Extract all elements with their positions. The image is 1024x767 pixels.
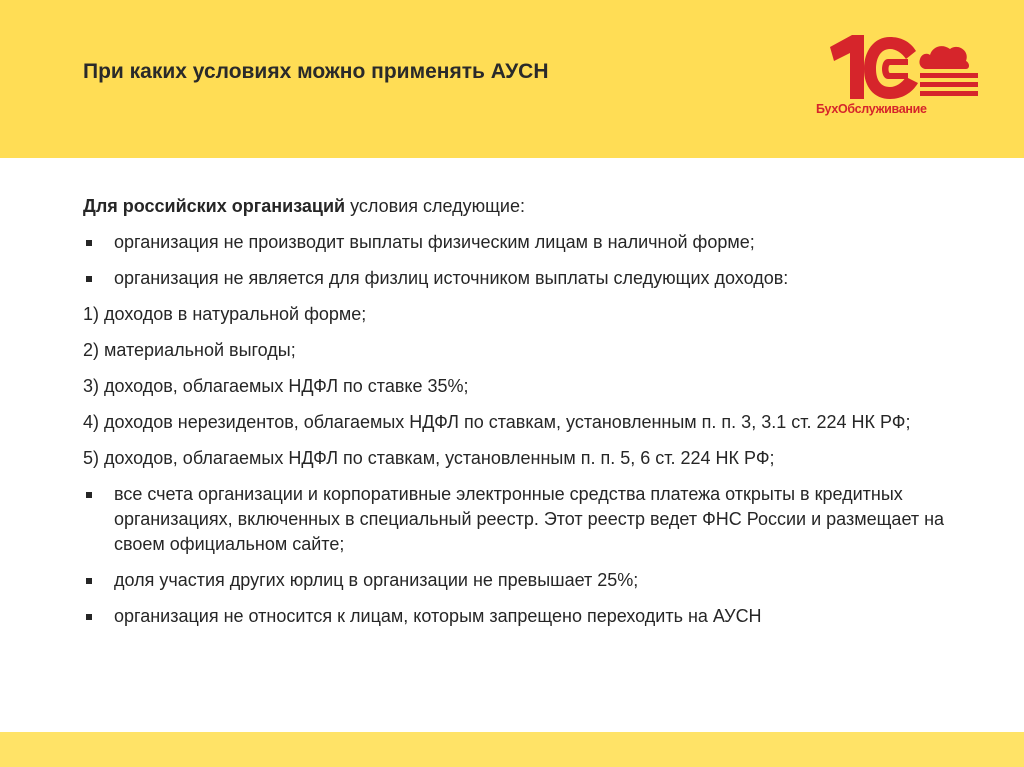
item-text: организация не относится к лицам, которым запрещено переходить на АУСН [114,606,762,626]
item-text: 3) доходов, облагаемых НДФЛ по ставке 35%; [83,376,469,396]
item-text: 2) материальной выгоды; [83,340,296,360]
numbered-item [83,302,963,327]
intro-bold: Для российских организаций [83,196,346,216]
intro-line [83,194,963,219]
item-text: организация не является для физлиц источником выплаты следующих доходов: [114,268,789,288]
conditions-list [83,230,963,629]
bullet-item [83,568,963,593]
item-text: 4) доходов нерезидентов, облагаемых НДФЛ по ставкам, установленным п. п. 3, 3.1 ст. 224 НК РФ; [83,412,911,432]
bullet-marker-icon [86,614,92,620]
bullet-item [83,482,963,557]
bullet-marker-icon [86,240,92,246]
item-text: 1) доходов в натуральной форме; [83,304,367,324]
slide-title: При каких условиях можно применять АУСН [83,60,549,83]
bullet-marker-icon [86,276,92,282]
intro-rest: условия следующие: [345,196,526,216]
slide-body [83,194,963,640]
bullet-item [83,230,963,255]
bullet-item [83,266,963,291]
item-text: организация не производит выплаты физическим лицам в наличной форме; [114,232,755,252]
item-text: доля участия других юрлиц в организации не превышает 25%; [114,570,639,590]
bullet-marker-icon [86,492,92,498]
item-text: 5) доходов, облагаемых НДФЛ по ставкам, установленным п. п. 5, 6 ст. 224 НК РФ; [83,448,775,468]
bullet-marker-icon [86,578,92,584]
logo-caption: БухОбслуживание [816,102,927,116]
numbered-item [83,410,963,435]
numbered-item [83,338,963,363]
bullet-item [83,604,963,629]
numbered-item [83,446,963,471]
numbered-item [83,374,963,399]
item-text: все счета организации и корпоративные электронные средства платежа открыты в кредитных организациях, включенных в специальный реестр. Этот реестр ведет ФНС России и размещает на своем официальном сайте; [114,484,945,554]
